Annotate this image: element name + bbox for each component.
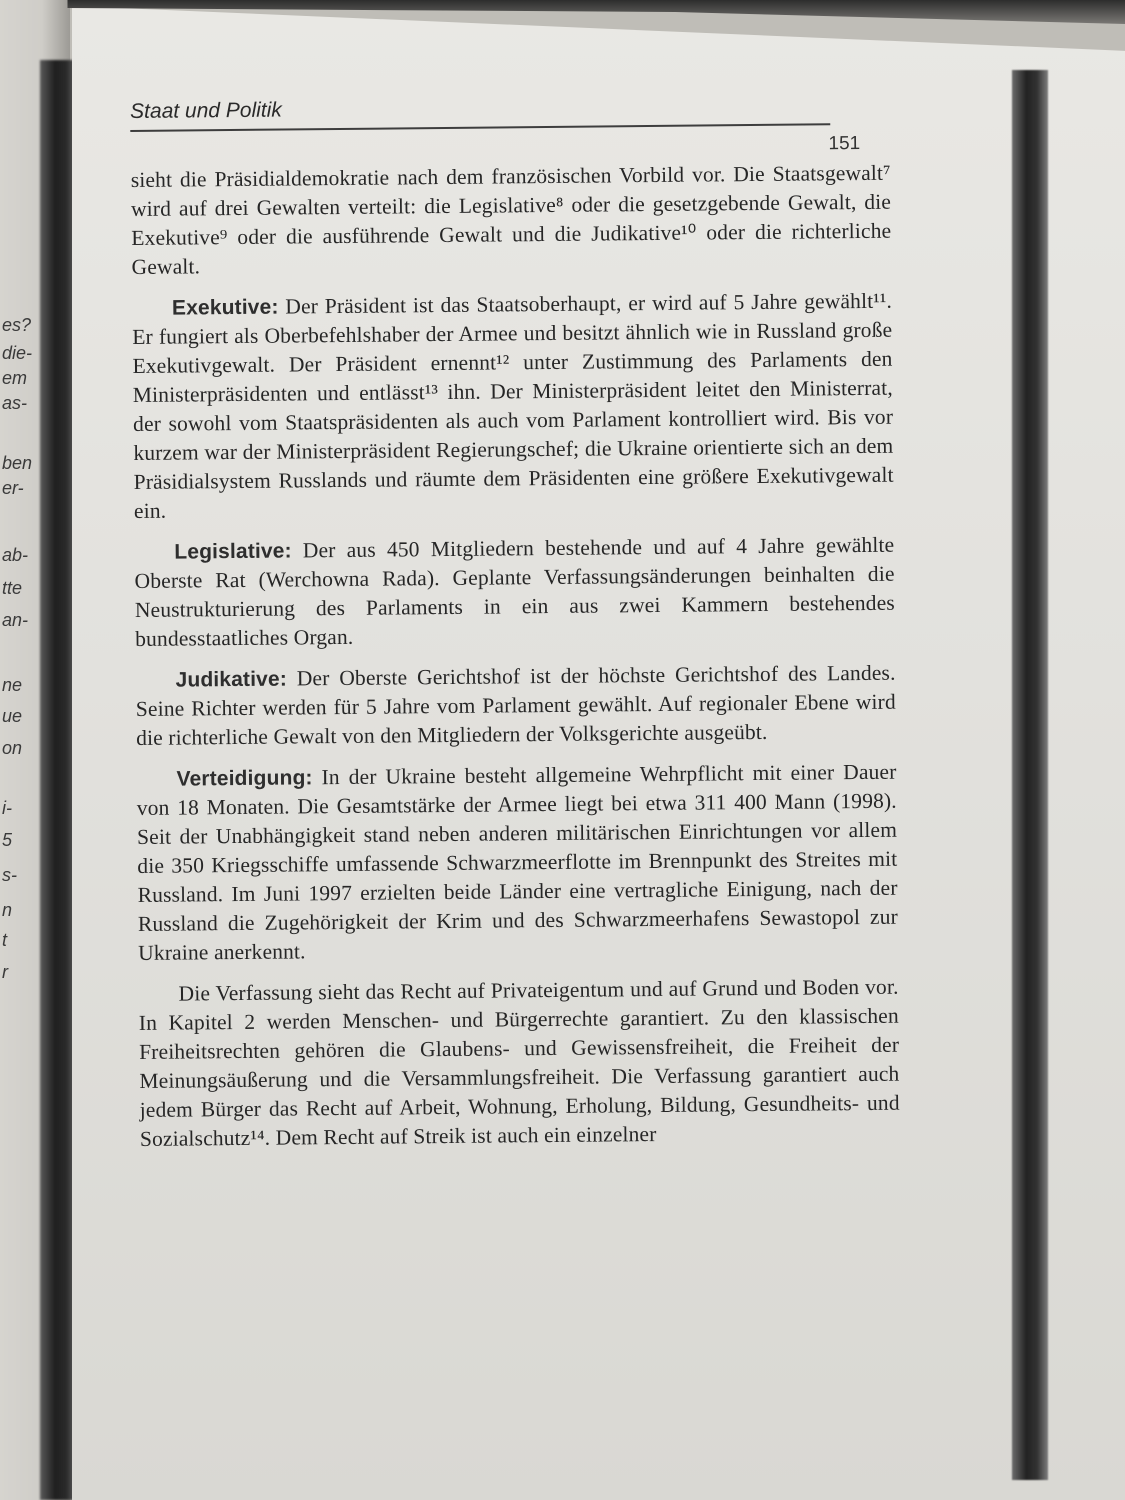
- adjacent-page-fragment: as-: [2, 393, 28, 413]
- right-edge-shadow: [1012, 70, 1048, 1480]
- adjacent-page-fragment: tte: [2, 578, 23, 598]
- legislative-paragraph: [134, 531, 895, 654]
- running-header: Staat und Politik: [130, 98, 282, 123]
- paragraph-text: Der Präsident ist das Staatsoberhaupt, er wird auf 5 Jahre gewählt¹¹. Er fungiert als Oberbefehlshaber der Armee und besitzt ähnlich wie in Russland große Exekutivgewalt. Der Präsident ernennt¹² unter Zustimmung des Parlaments den Ministerpräsidenten und entlässt¹³ ihn. Der Ministerpräsident leitet den Ministerrat, der sowohl vom Staatspräsidenten als auch vom Parlament kontrolliert wird. Bis vor kurzem war der Ministerpräsident Regierungschef; die Ukraine orientierte sich an dem Präsidialsystem Russlands und räumte dem Präsidenten eine größere Exekutivgewalt ein.: [132, 288, 894, 523]
- adjacent-page-fragment: ben: [2, 453, 33, 473]
- adjacent-page-fragment: an-: [2, 610, 29, 630]
- adjacent-page-fragment: em: [2, 368, 28, 388]
- adjacent-page-fragment: 5: [2, 830, 13, 850]
- adjacent-page-fragment: n: [2, 900, 13, 920]
- adjacent-page-fragment: on: [2, 738, 23, 758]
- adjacent-page-fragment: t: [2, 930, 8, 950]
- adjacent-page-fragment: die-: [2, 343, 33, 363]
- section-keyword: Legislative:: [174, 539, 292, 564]
- executive-paragraph: [132, 287, 894, 526]
- judicative-paragraph: [135, 659, 896, 753]
- adjacent-page-fragment: ue: [2, 706, 23, 726]
- paragraph-text: Der aus 450 Mitgliedern bestehende und auf 4 Jahre gewählte Oberste Rat (Werchowna Rada). Geplante Verfassungsänderungen beinhalten die Neustrukturierung des Parlaments in ein aus zwei Kammern bestehendes bundesstaatliches Organ.: [134, 532, 895, 651]
- header-rule: [130, 123, 830, 132]
- adjacent-page-fragment: er-: [2, 478, 24, 498]
- intro-paragraph: sieht die Präsidialdemokratie nach dem französischen Vorbild vor. Die Staatsgewalt⁷ wird auf drei Gewalten verteilt: die Legislative⁸ oder die gesetzgebende Gewalt, die Exekutive⁹ oder die ausführende Gewalt und die Judikative¹⁰ oder die richterliche Gewalt.: [130, 160, 892, 279]
- adjacent-page-fragment: ab-: [2, 545, 29, 565]
- constitution-paragraph: Die Verfassung sieht das Recht auf Privateigentum und auf Grund und Boden vor. In Kapitel 2 werden Menschen- und Bürgerrechte garantiert. Zu den klassischen Freiheitsrechten gehören die Glaubens- und Gewissensfreiheit, die Freiheit der Meinungsäußerung und die Versammlungsfreiheit. Die Verfassung garantiert auch jedem Bürger das Recht auf Arbeit, Wohnung, Erholung, Bildung, Gesundheits- und Sozialschutz¹⁴. Dem Recht auf Streik ist auch ein einzelner: [138, 974, 900, 1151]
- section-keyword: Verteidigung:: [176, 766, 313, 791]
- adjacent-page-fragment: ne: [2, 675, 23, 695]
- section-keyword: Judikative:: [175, 667, 288, 692]
- adjacent-page-fragment: i-: [2, 798, 12, 818]
- adjacent-page-fragment: es?: [2, 315, 32, 335]
- adjacent-page-fragment: r: [2, 962, 8, 982]
- paragraph-text: Der Oberste Gerichtshof ist der höchste Gerichtshof des Landes. Seine Richter werden für 5 Jahre vom Parlament gewählt. Auf regionaler Ebene wird die richterliche Gewalt von den Mitgliedern der Volksgerichte ausgeübt.: [135, 660, 896, 750]
- paragraph-text: In der Ukraine besteht allgemeine Wehrpflicht mit einer Dauer von 18 Monaten. Die Gesamtstärke der Armee liegt bei etwa 311 400 Mann (1998). Seit der Unabhängigkeit stand neben anderen militärischen Einrichtungen vor allem die 350 Kriegsschiffe umfassende Schwarzmeerflotte im Brennpunkt des Streites mit Russland. Im Juni 1997 erzielten beide Länder eine vertragliche Einigung, nach der Russland die Zugehörigkeit der Krim und des Schwarzmeerhafens Sewastopol zur Ukraine anerkennt.: [136, 759, 898, 965]
- page-number: 151: [828, 132, 861, 155]
- section-keyword: Exekutive:: [171, 295, 279, 320]
- page-content: [130, 93, 900, 1154]
- defense-paragraph: [136, 758, 898, 968]
- adjacent-page-fragment: s-: [2, 865, 17, 885]
